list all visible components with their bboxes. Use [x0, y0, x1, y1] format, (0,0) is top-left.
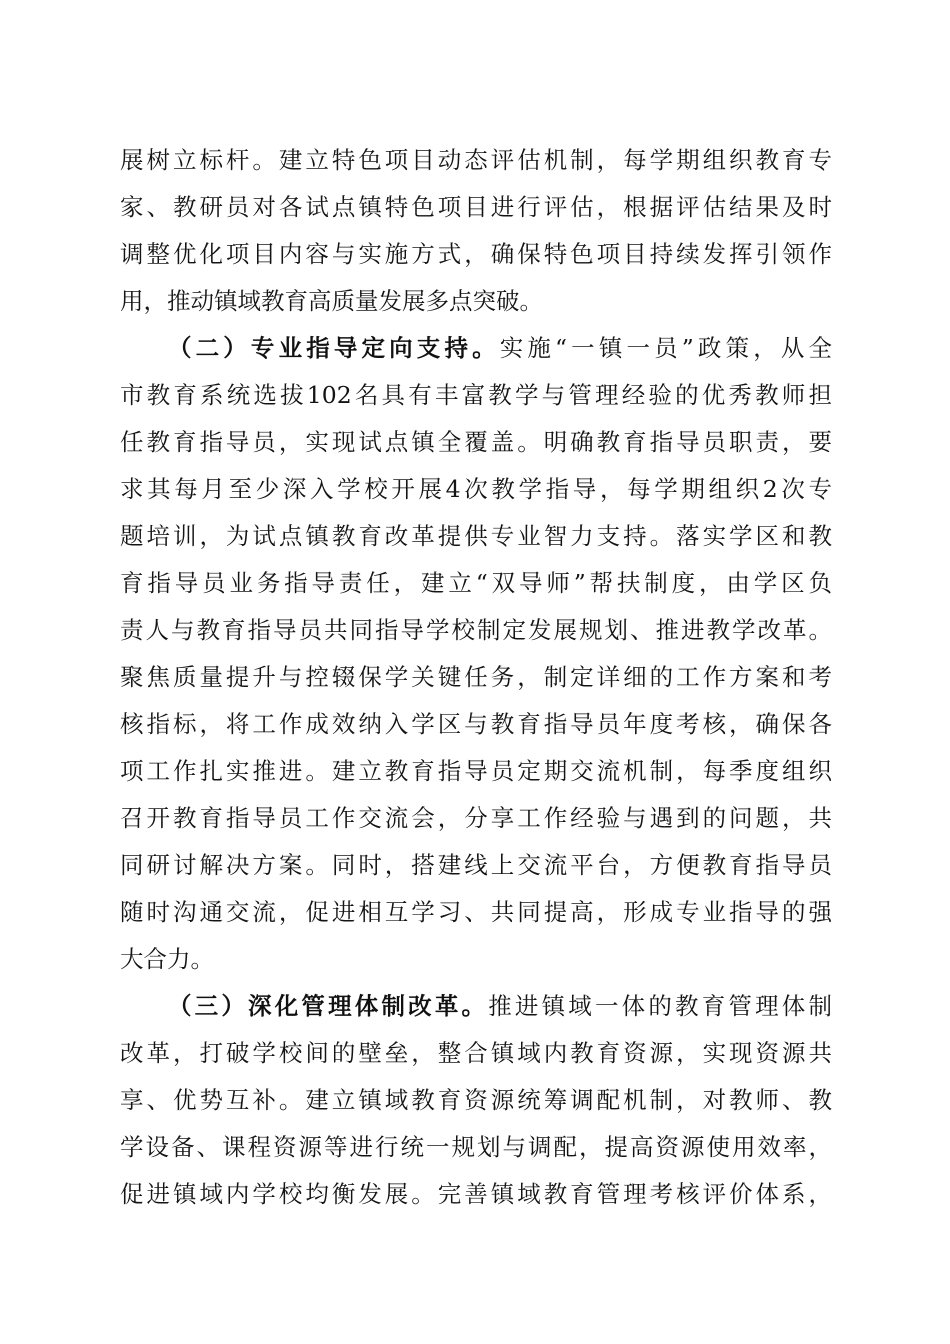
text-line: 求其每月至少深入学校开展4次教学指导，每学期组织2次专 — [120, 475, 832, 503]
text-line: 核指标，将工作成效纳入学区与教育指导员年度考核，确保各 — [120, 710, 832, 738]
text-line: 家、教研员对各试点镇特色项目进行评估，根据评估结果及时 — [120, 193, 832, 221]
text-line: 大合力。 — [120, 945, 214, 973]
text-line: 题培训，为试点镇教育改革提供专业智力支持。落实学区和教 — [120, 522, 832, 550]
section-heading: （三）深化管理体制改革。 — [168, 992, 489, 1020]
text-line: 改革，打破学校间的壁垒，整合镇域内教育资源，实现资源共 — [120, 1039, 832, 1067]
text-line: 促进镇域内学校均衡发展。完善镇域教育管理考核评价体系， — [120, 1180, 832, 1208]
section-first-line — [168, 986, 832, 1026]
text-line: 责人与教育指导员共同指导学校制定发展规划、推进教学改革。 — [120, 616, 832, 644]
text-line: 随时沟通交流，促进相互学习、共同提高，形成专业指导的强 — [120, 898, 832, 926]
text-line: 展树立标杆。建立特色项目动态评估机制，每学期组织教育专 — [120, 146, 832, 174]
text-line: 召开教育指导员工作交流会，分享工作经验与遇到的问题，共 — [120, 804, 832, 832]
text-line: 学设备、课程资源等进行统一规划与调配，提高资源使用效率， — [120, 1133, 832, 1161]
text-line: 聚焦质量提升与控辍保学关键任务，制定详细的工作方案和考 — [120, 663, 832, 691]
text-line: 调整优化项目内容与实施方式，确保特色项目持续发挥引领作 — [120, 240, 832, 268]
text-line: 育指导员业务指导责任，建立“双导师”帮扶制度，由学区负 — [120, 569, 832, 597]
text-line: 任教育指导员，实现试点镇全覆盖。明确教育指导员职责，要 — [120, 428, 832, 456]
section-first-line — [168, 328, 832, 368]
text-line: 同研讨解决方案。同时，搭建线上交流平台，方便教育指导员 — [120, 851, 832, 879]
text-line: 市教育系统选拔102名具有丰富教学与管理经验的优秀教师担 — [120, 381, 832, 409]
text-line: 享、优势互补。建立镇域教育资源统筹调配机制，对教师、教 — [120, 1086, 832, 1114]
section-first-line-text: 推进镇域一体的教育管理体制 — [488, 992, 832, 1020]
text-line: 项工作扎实推进。建立教育指导员定期交流机制，每季度组织 — [120, 757, 832, 785]
section-heading: （二）专业指导定向支持。 — [168, 334, 500, 362]
text-line: 用，推动镇域教育高质量发展多点突破。 — [120, 287, 543, 315]
section-first-line-text: 实施“一镇一员”政策，从全 — [499, 334, 832, 362]
